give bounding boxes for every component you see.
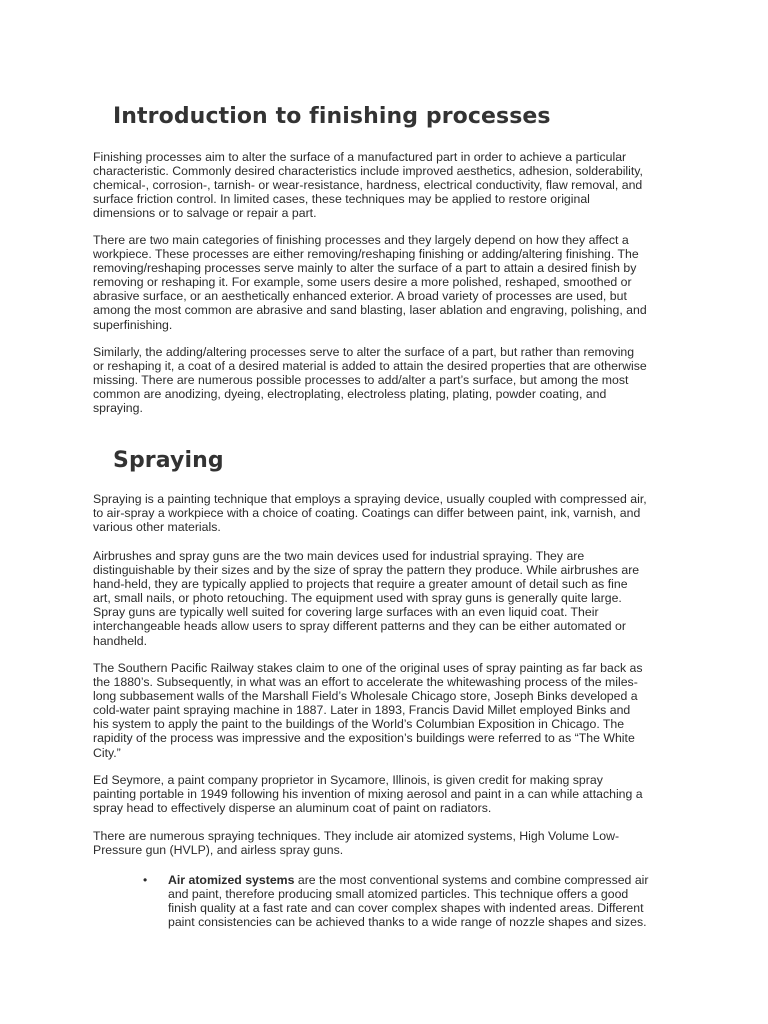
paragraph-line: City.” bbox=[93, 745, 121, 760]
paragraph-line: surface friction control. In limited cases, these techniques may be applied to restore original bbox=[93, 192, 590, 207]
paragraph-line: superfinishing. bbox=[93, 317, 173, 332]
paragraph bbox=[93, 345, 683, 415]
paragraph-line: or reshaping it, a coat of a desired material is added to attain the desired properties that are otherwise bbox=[93, 359, 647, 374]
paragraph-line: There are two main categories of finishing processes and they largely depend on how they affect a bbox=[93, 233, 629, 247]
paragraph bbox=[93, 549, 683, 648]
paragraph-line: Spray guns are typically well suited for covering large surfaces with an even liquid coat. Their bbox=[93, 605, 599, 620]
paragraph-line: cold-water paint spraying machine in 1887. Later in 1893, Francis David Millet employed Binks and bbox=[93, 703, 631, 718]
list-item-line: finish quality at a fast rate and can cover complex shapes with indented areas. Different bbox=[168, 901, 644, 916]
list-item-line: paint consistencies can be achieved thanks to a wide range of nozzle shapes and sizes. bbox=[168, 915, 647, 930]
paragraph bbox=[93, 492, 683, 534]
paragraph bbox=[93, 150, 683, 220]
section-heading-introduction: Introduction to finishing processes bbox=[113, 104, 551, 129]
paragraph-line: Similarly, the adding/altering processes serve to alter the surface of a part, but rather than removing bbox=[93, 345, 635, 359]
paragraph-line: chemical-, corrosion-, tarnish- or wear-resistance, hardness, electrical conductivity, flaw removal, and bbox=[93, 178, 643, 193]
paragraph-line: missing. There are numerous possible processes to add/alter a part’s surface, but among the most bbox=[93, 373, 629, 388]
paragraph-line: painting portable in 1949 following his invention of mixing aerosol and paint in a can while attaching a bbox=[93, 787, 643, 802]
section-heading-spraying: Spraying bbox=[113, 448, 224, 473]
paragraph-line: Pressure gun (HVLP), and airless spray guns. bbox=[93, 843, 344, 858]
paragraph-line: art, small nails, or photo retouching. The equipment used with spray guns is generally quite large. bbox=[93, 591, 622, 606]
paragraph-line: dimensions or to salvage or repair a part. bbox=[93, 206, 317, 221]
bullet-marker: • bbox=[143, 873, 148, 887]
paragraph-line: Airbrushes and spray guns are the two main devices used for industrial spraying. They are bbox=[93, 549, 585, 563]
paragraph-line: There are numerous spraying techniques. They include air atomized systems, High Volume Low- bbox=[93, 829, 620, 843]
paragraph-line: interchangeable heads allow users to spray different patterns and they can be either automated or bbox=[93, 619, 626, 634]
paragraph-line: Ed Seymore, a paint company proprietor in Sycamore, Illinois, is given credit for making spray bbox=[93, 773, 603, 787]
paragraph-line: various other materials. bbox=[93, 520, 221, 535]
bullet-list bbox=[140, 873, 648, 929]
paragraph-line: among the most common are abrasive and sand blasting, laser ablation and engraving, polishing, and bbox=[93, 303, 647, 318]
paragraph-line: spray head to effectively disperse an aluminum coat of paint on radiators. bbox=[93, 801, 492, 816]
paragraph-line: Finishing processes aim to alter the surface of a manufactured part in order to achieve a particular bbox=[93, 150, 627, 164]
list-item-term: Air atomized systems bbox=[168, 873, 295, 887]
paragraph bbox=[93, 661, 683, 760]
list-item-line: and paint, therefore producing small atomized particles. This technique offers a good bbox=[168, 887, 629, 902]
list-item-line bbox=[168, 873, 648, 887]
paragraph-line: his system to apply the paint to the buildings of the World’s Columbian Exposition in Chicago. The bbox=[93, 717, 625, 732]
paragraph-line: rapidity of the process was impressive and the exposition’s buildings were referred to as “The White bbox=[93, 731, 635, 746]
paragraph-line: spraying. bbox=[93, 401, 143, 416]
list-item bbox=[140, 873, 648, 929]
paragraph bbox=[93, 829, 683, 857]
paragraph-line: long subbasement walls of the Marshall Field’s Wholesale Chicago store, Joseph Binks developed a bbox=[93, 689, 638, 704]
paragraph-line: removing or reshaping it. For example, some users desire a more polished, reshaped, smoothed or bbox=[93, 275, 632, 290]
paragraph-line: The Southern Pacific Railway stakes claim to one of the original uses of spray painting as far back as bbox=[93, 661, 643, 675]
list-item-text: are the most conventional systems and combine compressed air bbox=[294, 873, 649, 887]
paragraph-line: handheld. bbox=[93, 633, 148, 648]
paragraph-line: hand-held, they are typically applied to projects that require a greater amount of detail such as fine bbox=[93, 577, 628, 592]
paragraph bbox=[93, 233, 683, 332]
paragraph-line: distinguishable by their sizes and by the size of spray the pattern they produce. While airbrushes are bbox=[93, 563, 640, 578]
paragraph-line: characteristic. Commonly desired characteristics include improved aesthetics, adhesion, solderability, bbox=[93, 164, 643, 179]
paragraph-line: common are anodizing, dyeing, electroplating, electroless plating, plating, powder coating, and bbox=[93, 387, 607, 402]
paragraph-line: workpiece. These processes are either removing/reshaping finishing or adding/altering finishing. The bbox=[93, 247, 639, 262]
paragraph-line: Spraying is a painting technique that employs a spraying device, usually coupled with compressed air, bbox=[93, 492, 647, 506]
paragraph-line: to air-spray a workpiece with a choice of coating. Coatings can differ between paint, ink, varnish, and bbox=[93, 506, 641, 521]
paragraph bbox=[93, 773, 683, 815]
paragraph-line: removing/reshaping processes serve mainly to alter the surface of a part to attain a desired finish by bbox=[93, 261, 637, 276]
paragraph-line: abrasive surface, or an aesthetically enhanced exterior. A broad variety of processes are used, but bbox=[93, 289, 627, 304]
paragraph-line: the 1880’s. Subsequently, in what was an effort to accelerate the whitewashing process of the miles- bbox=[93, 675, 638, 690]
